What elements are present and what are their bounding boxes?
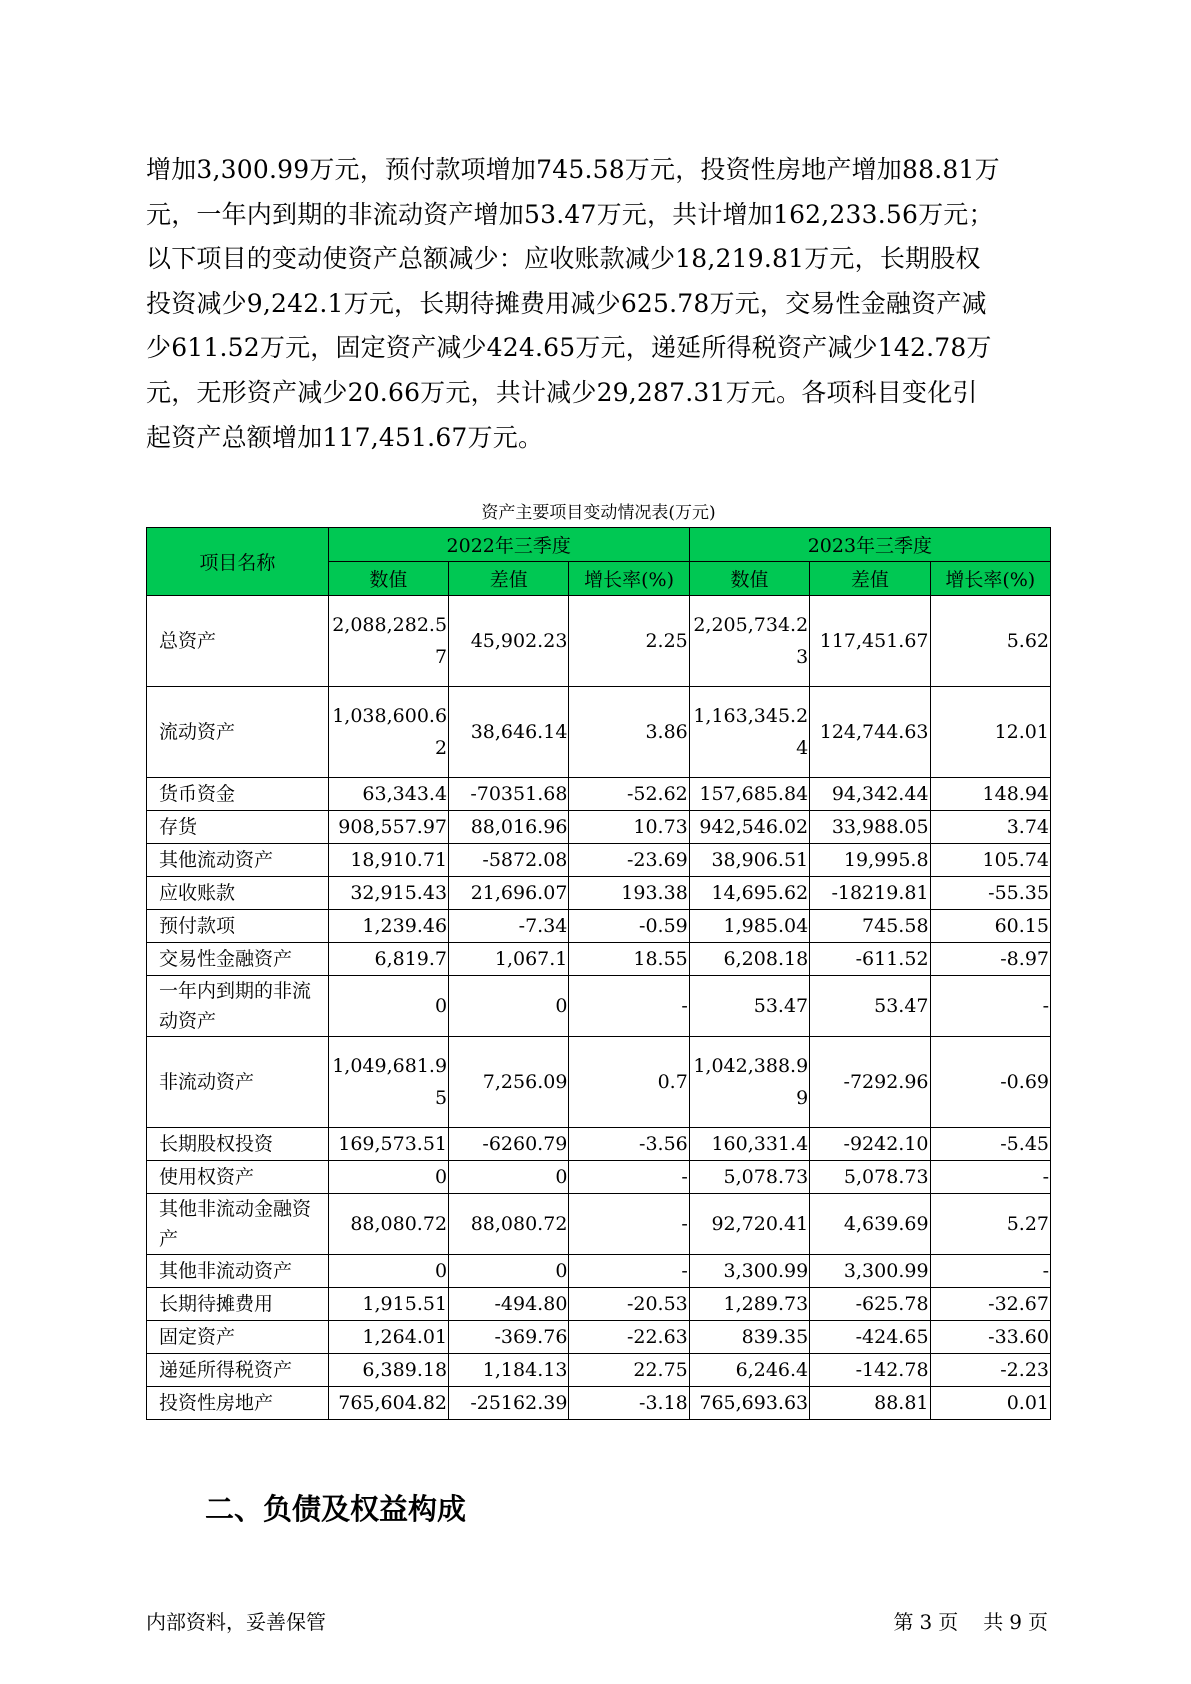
cell-diff-2023: 33,988.05: [810, 811, 930, 844]
cell-diff-2023: 19,995.8: [810, 844, 930, 877]
row-item-name: 固定资产: [147, 1321, 329, 1354]
cell-value-2023: 839.35: [689, 1321, 809, 1354]
paragraph-line: 起资产总额增加117,451.67万元。: [146, 422, 544, 452]
table-row: [147, 1321, 1051, 1354]
cell-diff-2022: 21,696.07: [449, 877, 569, 910]
paragraph-line: 元，无形资产减少20.66万元，共计减少29,287.31万元。各项科目变化引: [146, 377, 978, 407]
row-item-name: 交易性金融资产: [147, 943, 329, 976]
cell-diff-2022: 88,016.96: [449, 811, 569, 844]
cell-diff-2023: 3,300.99: [810, 1255, 930, 1288]
cell-rate-2022: -: [569, 1194, 689, 1255]
table-row: [147, 976, 1051, 1037]
cell-diff-2023: 124,744.63: [810, 687, 930, 778]
row-item-name: 长期待摊费用: [147, 1288, 329, 1321]
cell-value-2022: 18,910.71: [328, 844, 448, 877]
cell-diff-2022: 88,080.72: [449, 1194, 569, 1255]
body-paragraph: [146, 148, 1051, 460]
cell-diff-2022: 7,256.09: [449, 1037, 569, 1128]
table-caption: 资产主要项目变动情况表(万元): [481, 503, 716, 523]
row-item-name: 其他流动资产: [147, 844, 329, 877]
cell-rate-2022: -20.53: [569, 1288, 689, 1321]
cell-diff-2023: 117,451.67: [810, 596, 930, 687]
row-item-name: 货币资金: [147, 778, 329, 811]
row-item-name: 投资性房地产: [147, 1387, 329, 1420]
row-item-name: 非流动资产: [147, 1037, 329, 1128]
cell-value-2023: 2,205,734.23: [689, 596, 809, 687]
table-row: [147, 811, 1051, 844]
cell-value-2022: 63,343.4: [328, 778, 448, 811]
cell-value-2023: 942,546.02: [689, 811, 809, 844]
cell-value-2023: 6,246.4: [689, 1354, 809, 1387]
table-row: [147, 910, 1051, 943]
cell-rate-2022: 3.86: [569, 687, 689, 778]
cell-diff-2022: 45,902.23: [449, 596, 569, 687]
footer-confidential-note: 内部资料，妥善保管: [146, 1610, 326, 1634]
cell-rate-2022: -3.56: [569, 1128, 689, 1161]
cell-rate-2023: -: [930, 976, 1050, 1037]
cell-value-2023: 160,331.4: [689, 1128, 809, 1161]
cell-rate-2023: 60.15: [930, 910, 1050, 943]
cell-rate-2022: -3.18: [569, 1387, 689, 1420]
cell-diff-2022: 38,646.14: [449, 687, 569, 778]
cell-value-2023: 38,906.51: [689, 844, 809, 877]
cell-value-2022: 1,239.46: [328, 910, 448, 943]
cell-diff-2023: 94,342.44: [810, 778, 930, 811]
cell-rate-2022: -0.59: [569, 910, 689, 943]
cell-value-2022: 765,604.82: [328, 1387, 448, 1420]
cell-diff-2022: -6260.79: [449, 1128, 569, 1161]
cell-value-2023: 6,208.18: [689, 943, 809, 976]
cell-value-2023: 53.47: [689, 976, 809, 1037]
section-heading: 二、负债及权益构成: [205, 1492, 467, 1526]
cell-diff-2023: 5,078.73: [810, 1161, 930, 1194]
row-item-name: 流动资产: [147, 687, 329, 778]
paragraph-line: 投资减少9,242.1万元，长期待摊费用减少625.78万元，交易性金融资产减: [146, 288, 987, 318]
cell-diff-2023: 88.81: [810, 1387, 930, 1420]
header-item-name: 项目名称: [147, 528, 329, 596]
page-number: 3: [919, 1610, 933, 1634]
header-rate-2023: 增长率(%): [930, 562, 1050, 596]
cell-rate-2022: -: [569, 976, 689, 1037]
cell-rate-2023: 105.74: [930, 844, 1050, 877]
cell-rate-2023: 3.74: [930, 811, 1050, 844]
cell-rate-2023: -32.67: [930, 1288, 1050, 1321]
cell-diff-2022: -494.80: [449, 1288, 569, 1321]
cell-diff-2023: -142.78: [810, 1354, 930, 1387]
cell-diff-2023: -18219.81: [810, 877, 930, 910]
cell-value-2023: 92,720.41: [689, 1194, 809, 1255]
cell-rate-2022: -52.62: [569, 778, 689, 811]
cell-rate-2023: -: [930, 1161, 1050, 1194]
paragraph-line: 少611.52万元，固定资产减少424.65万元，递延所得税资产减少142.78万: [146, 333, 992, 363]
row-item-name: 应收账款: [147, 877, 329, 910]
cell-diff-2023: 4,639.69: [810, 1194, 930, 1255]
header-rate-2022: 增长率(%): [569, 562, 689, 596]
cell-diff-2022: -7.34: [449, 910, 569, 943]
cell-diff-2023: -7292.96: [810, 1037, 930, 1128]
table-row: [147, 1128, 1051, 1161]
cell-rate-2022: 193.38: [569, 877, 689, 910]
table-row: [147, 877, 1051, 910]
header-period-2022: 2022年三季度: [328, 528, 689, 562]
cell-diff-2022: 0: [449, 1161, 569, 1194]
cell-rate-2023: -2.23: [930, 1354, 1050, 1387]
cell-value-2022: 32,915.43: [328, 877, 448, 910]
paragraph-line: 元，一年内到期的非流动资产增加53.47万元，共计增加162,233.56万元；: [146, 199, 994, 229]
table-row: [147, 1255, 1051, 1288]
page-prefix: 第: [893, 1610, 914, 1634]
cell-rate-2022: 2.25: [569, 596, 689, 687]
table-row: [147, 687, 1051, 778]
cell-value-2022: 6,819.7: [328, 943, 448, 976]
cell-value-2022: 1,264.01: [328, 1321, 448, 1354]
table-row: [147, 1161, 1051, 1194]
cell-rate-2022: -22.63: [569, 1321, 689, 1354]
cell-rate-2023: -55.35: [930, 877, 1050, 910]
cell-rate-2023: -: [930, 1255, 1050, 1288]
cell-value-2023: 1,289.73: [689, 1288, 809, 1321]
cell-diff-2023: 745.58: [810, 910, 930, 943]
cell-rate-2023: 5.62: [930, 596, 1050, 687]
table-row: [147, 1387, 1051, 1420]
header-value-2022: 数值: [328, 562, 448, 596]
table-row: [147, 596, 1051, 687]
row-item-name: 预付款项: [147, 910, 329, 943]
row-item-name: 其他非流动金融资产: [147, 1194, 329, 1255]
cell-diff-2023: -625.78: [810, 1288, 930, 1321]
header-diff-2022: 差值: [449, 562, 569, 596]
row-item-name: 递延所得税资产: [147, 1354, 329, 1387]
cell-value-2023: 1,042,388.99: [689, 1037, 809, 1128]
cell-value-2023: 1,163,345.24: [689, 687, 809, 778]
cell-rate-2023: -8.97: [930, 943, 1050, 976]
row-item-name: 一年内到期的非流动资产: [147, 976, 329, 1037]
cell-value-2022: 0: [328, 1161, 448, 1194]
total-unit: 页: [1028, 1610, 1048, 1634]
cell-rate-2023: 148.94: [930, 778, 1050, 811]
cell-diff-2023: 53.47: [810, 976, 930, 1037]
cell-value-2023: 5,078.73: [689, 1161, 809, 1194]
table-row: [147, 1288, 1051, 1321]
paragraph-line: 以下项目的变动使资产总额减少：应收账款减少18,219.81万元，长期股权: [146, 244, 981, 274]
cell-rate-2023: -33.60: [930, 1321, 1050, 1354]
row-item-name: 使用权资产: [147, 1161, 329, 1194]
cell-value-2023: 157,685.84: [689, 778, 809, 811]
cell-diff-2022: -369.76: [449, 1321, 569, 1354]
cell-value-2022: 908,557.97: [328, 811, 448, 844]
cell-value-2023: 3,300.99: [689, 1255, 809, 1288]
cell-diff-2023: -611.52: [810, 943, 930, 976]
cell-rate-2023: 0.01: [930, 1387, 1050, 1420]
cell-rate-2023: 12.01: [930, 687, 1050, 778]
cell-rate-2022: -23.69: [569, 844, 689, 877]
cell-diff-2022: 1,184.13: [449, 1354, 569, 1387]
cell-diff-2022: 1,067.1: [449, 943, 569, 976]
cell-value-2022: 1,915.51: [328, 1288, 448, 1321]
cell-rate-2022: 18.55: [569, 943, 689, 976]
cell-value-2023: 1,985.04: [689, 910, 809, 943]
row-item-name: 长期股权投资: [147, 1128, 329, 1161]
cell-rate-2023: -0.69: [930, 1037, 1050, 1128]
cell-value-2022: 2,088,282.57: [328, 596, 448, 687]
cell-rate-2023: -5.45: [930, 1128, 1050, 1161]
table-row: [147, 778, 1051, 811]
cell-value-2022: 1,038,600.62: [328, 687, 448, 778]
table-row: [147, 844, 1051, 877]
header-period-2023: 2023年三季度: [689, 528, 1050, 562]
table-row: [147, 1194, 1051, 1255]
cell-diff-2022: -25162.39: [449, 1387, 569, 1420]
cell-diff-2022: 0: [449, 976, 569, 1037]
header-diff-2023: 差值: [810, 562, 930, 596]
cell-value-2023: 765,693.63: [689, 1387, 809, 1420]
cell-value-2022: 169,573.51: [328, 1128, 448, 1161]
page-unit: 页: [938, 1610, 959, 1634]
cell-rate-2022: -: [569, 1255, 689, 1288]
cell-value-2022: 0: [328, 1255, 448, 1288]
total-prefix: 共: [983, 1610, 1004, 1634]
cell-rate-2023: 5.27: [930, 1194, 1050, 1255]
row-item-name: 存货: [147, 811, 329, 844]
table-row: [147, 1037, 1051, 1128]
cell-value-2022: 0: [328, 976, 448, 1037]
table-body: [147, 596, 1051, 1420]
row-item-name: 总资产: [147, 596, 329, 687]
cell-diff-2023: -424.65: [810, 1321, 930, 1354]
cell-value-2022: 1,049,681.95: [328, 1037, 448, 1128]
cell-rate-2022: 0.7: [569, 1037, 689, 1128]
row-item-name: 其他非流动资产: [147, 1255, 329, 1288]
cell-rate-2022: 22.75: [569, 1354, 689, 1387]
cell-rate-2022: 10.73: [569, 811, 689, 844]
table-row: [147, 1354, 1051, 1387]
cell-value-2022: 88,080.72: [328, 1194, 448, 1255]
header-value-2023: 数值: [689, 562, 809, 596]
paragraph-line: 增加3,300.99万元，预付款项增加745.58万元，投资性房地产增加88.81万: [146, 155, 1000, 184]
cell-diff-2023: -9242.10: [810, 1128, 930, 1161]
cell-value-2022: 6,389.18: [328, 1354, 448, 1387]
total-pages: 9: [1009, 1610, 1022, 1634]
cell-diff-2022: 0: [449, 1255, 569, 1288]
footer-page-indicator: [890, 1606, 1051, 1635]
cell-diff-2022: -5872.08: [449, 844, 569, 877]
asset-change-table: [146, 527, 1051, 1420]
cell-diff-2022: -70351.68: [449, 778, 569, 811]
table-row: [147, 943, 1051, 976]
cell-rate-2022: -: [569, 1161, 689, 1194]
cell-value-2023: 14,695.62: [689, 877, 809, 910]
